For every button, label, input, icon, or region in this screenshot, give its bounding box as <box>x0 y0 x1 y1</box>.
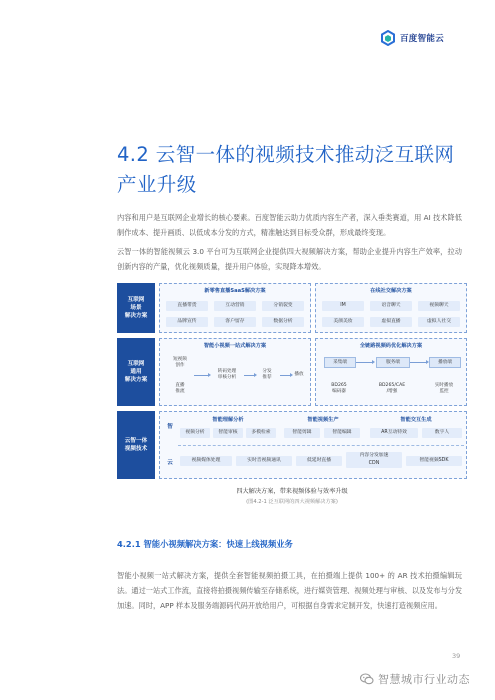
retail-live-panel <box>159 283 311 333</box>
retail-cell: 数据分析 <box>262 317 304 327</box>
watermark-text: 智慧城市行业动态 <box>378 673 470 686</box>
baidu-cloud-logo-icon <box>380 30 396 46</box>
node-play: 播放 <box>294 372 304 377</box>
cloud-cell: 智能视频SDK <box>406 456 462 466</box>
retail-cell: 客户留存 <box>214 317 256 327</box>
node-monitor: 实时播放 监控 <box>434 383 454 394</box>
retail-cell: 互动营销 <box>214 301 256 311</box>
social-cell: IM <box>322 301 364 311</box>
interaction-title: 智能交互生成 <box>400 417 432 423</box>
row-label-scenario: 互联网 场景 解决方案 <box>117 283 155 333</box>
cloud-cell: 内容分发加速 CDN <box>346 452 402 468</box>
brand-logo <box>380 30 444 46</box>
codec-title: 全链路视频码优化解决方案 <box>359 343 423 349</box>
short-video-panel <box>159 338 311 406</box>
retail-cell: 直播带货 <box>166 301 208 311</box>
tech-panel <box>159 411 467 479</box>
arrow <box>194 375 208 376</box>
node-server: 服务端 <box>376 357 410 368</box>
arrow <box>244 375 254 376</box>
intro-paragraph: 内容和用户是互联网企业增长的核心要素。百度智能云助力优质内容生产者，深入垂类赛道，用 AI 技术降低制作成本、提升画质、以低成本分发的方式，精准触达到目标受众群，形成最终变现。 <box>117 213 462 237</box>
node-live: 直播 推流 <box>175 383 185 394</box>
platform-paragraph: 云智一体的智能视频云 3.0 平台可为互联网企业提供四大视频解决方案，帮助企业提升内容生产效率，拉动创新内容的产量，优化视频质量，提升用户体验，实现降本增效。 <box>117 247 462 271</box>
node-transcode: 转码处理 审核分析 <box>217 369 237 380</box>
tech-cell: 多模检索 <box>246 428 276 438</box>
tech-cell: 数字人 <box>422 428 462 438</box>
section-title: 4.2 云智一体的视频技术推动泛互联网产业升级 <box>117 143 455 196</box>
diagram-row-tech <box>117 411 467 479</box>
logo-text: 百度智能云 <box>400 34 445 44</box>
subsection-heading: 4.2.1 智能小视频解决方案：快速上线视频业务 <box>117 539 293 549</box>
diagram-row-scenario <box>117 283 467 333</box>
cloud-label: 云 <box>167 460 173 466</box>
node-shoot: 短视频 创作 <box>173 357 187 368</box>
social-cell: 美颜美妆 <box>322 317 364 327</box>
tech-cell: AR互动特效 <box>370 428 418 438</box>
figure-number: (图4.2-1 泛互联网的四大视频解决方案) <box>246 499 338 505</box>
node-codec-encoder: BD265 编码器 <box>331 383 347 394</box>
page-number: 39 <box>452 652 461 660</box>
short-video-title: 智能小视频一站式解决方案 <box>203 343 267 349</box>
social-cell: 虚拟直播 <box>370 317 412 327</box>
retail-cell: 品牌宣传 <box>166 317 208 327</box>
node-capture: 采集端 <box>324 357 356 368</box>
cloud-cell: 视频媒体处理 <box>180 456 232 466</box>
node-distribute: 分发 推荐 <box>262 369 272 380</box>
solutions-diagram <box>117 283 467 481</box>
diagram-row-general <box>117 338 467 406</box>
node-player: 播放端 <box>429 357 461 368</box>
cloud-cell: 实时音视频通讯 <box>236 456 292 466</box>
smart-label: 智 <box>167 424 173 430</box>
arrow <box>280 375 290 376</box>
figure-caption: 四大解决方案，带来视频体验与效率升级 <box>236 488 348 495</box>
retail-live-title: 新零售直播SaaS解决方案 <box>204 288 266 294</box>
social-cell: 虚拟人社交 <box>418 317 460 327</box>
social-title: 在线社交解决方案 <box>370 288 412 294</box>
arrow <box>356 362 372 363</box>
tech-cell: 视频分析 <box>180 428 210 438</box>
tech-cell: 智能审核 <box>213 428 243 438</box>
wechat-icon <box>360 672 374 686</box>
social-panel <box>315 283 467 333</box>
social-cell: 语音聊天 <box>370 301 412 311</box>
understanding-title: 智能理解分析 <box>212 417 244 423</box>
row-label-general: 互联网 通用 解决方案 <box>117 338 155 406</box>
social-cell: 视频聊天 <box>418 301 460 311</box>
tech-cell: 智能剪辑 <box>284 428 320 438</box>
codec-panel <box>315 338 467 406</box>
short-video-paragraph: 智能小视频一站式解决方案，提供全套智能视频拍摄工具，在拍摄端上提供 100+ 的 AR 技术拍摄编辑玩法。通过一站式工作流，直接将拍摄视频传输至存储系统，进行媒资管理、视频处理与审核、以及发布与分发加速。同时，APP 样本及服务端源码代码开放给用户，可根据自身需求定制开发，快速打造视频应用。 <box>117 571 463 610</box>
tech-cell: 智能编辑 <box>324 428 360 438</box>
row-label-tech: 云智一体 视频技术 <box>117 411 155 479</box>
divider <box>178 445 464 446</box>
arrow <box>410 362 426 363</box>
production-title: 智能视频生产 <box>307 417 339 423</box>
wechat-watermark <box>360 671 470 687</box>
node-codec-enhance: BD265/CAE /增强 <box>378 383 406 394</box>
cloud-cell: 低延时直播 <box>296 456 342 466</box>
retail-cell: 分销裂变 <box>262 301 304 311</box>
